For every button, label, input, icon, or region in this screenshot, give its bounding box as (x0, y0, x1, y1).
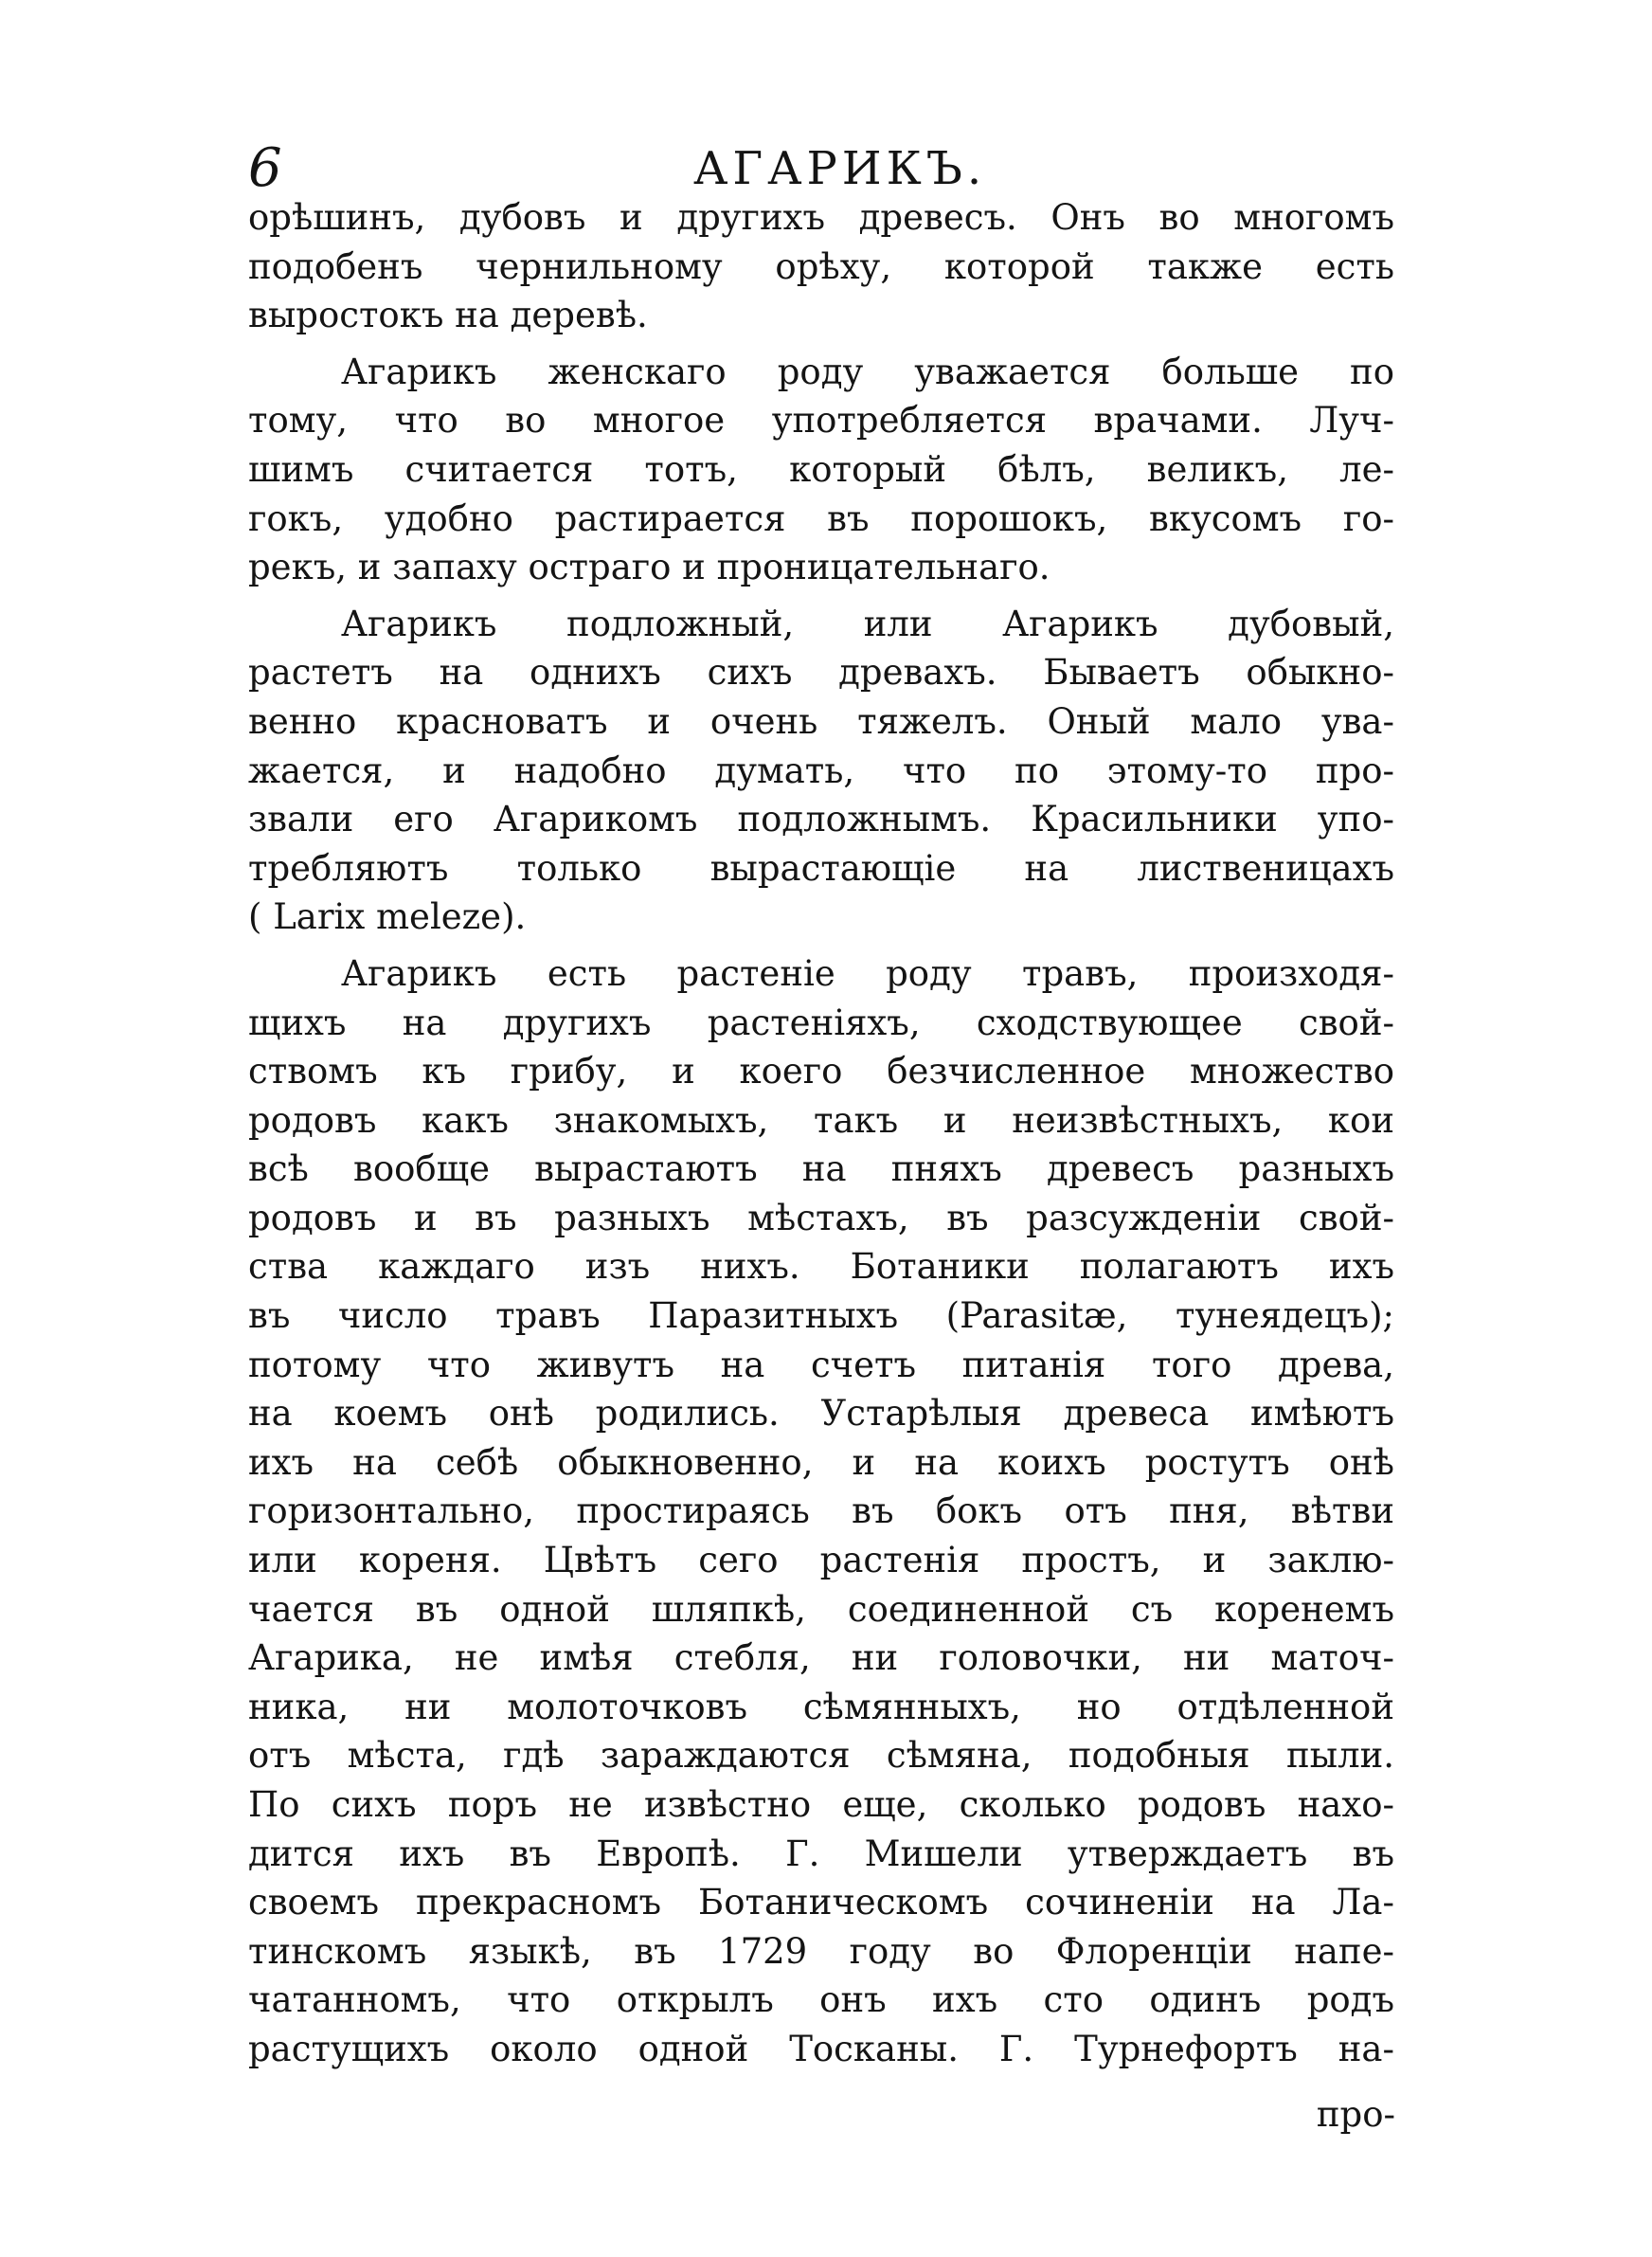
text-line: Агарикъ есть растеніе роду травъ, произходя- (341, 952, 1394, 994)
text-line: щихъ на другихъ растеніяхъ, сходствующее свой- (248, 1002, 1394, 1043)
page-number: 6 (248, 137, 282, 199)
text-line: шимъ считается тотъ, который бѣлъ, великъ, ле- (248, 448, 1394, 490)
text-line: ( Larix meleze). (248, 896, 527, 938)
text-line: выростокъ на деревѣ. (248, 295, 648, 336)
text-line: подобенъ чернильному орѣху, которой также есть (248, 245, 1394, 287)
text-line: родовъ какъ знакомыхъ, такъ и неизвѣстныхъ, кои (248, 1099, 1394, 1141)
text-line: требляютъ только вырастающіе на лиственицахъ (248, 847, 1394, 889)
text-line: всѣ вообще вырастаютъ на пняхъ древесъ разныхъ (248, 1148, 1394, 1190)
running-head: АГАРИКЪ. (693, 142, 987, 195)
catchword: про- (1316, 2094, 1395, 2135)
text-line: въ число травъ Паразитныхъ (Parasitæ, тунеядецъ); (248, 1295, 1394, 1337)
text-line: родовъ и въ разныхъ мѣстахъ, въ разсужденіи свой- (248, 1197, 1394, 1238)
text-line: тинскомъ языкѣ, въ 1729 году во Флоренціи напе- (248, 1930, 1394, 1972)
text-line: дится ихъ въ Европѣ. Г. Мишели утверждаетъ въ (248, 1833, 1394, 1874)
body-text (248, 193, 1394, 2074)
text-line: чается въ одной шляпкѣ, соединенной съ коренемъ (248, 1588, 1394, 1630)
text-line: орѣшинъ, дубовъ и другихъ древесъ. Онъ во многомъ (248, 197, 1394, 238)
text-line: звали его Агарикомъ подложнымъ. Красильники упо- (248, 799, 1394, 840)
text-line: горизонтально, простираясь въ бокъ отъ пня, вѣтви (248, 1490, 1394, 1532)
text-line: своемъ прекрасномъ Ботаническомъ сочиненіи на Ла- (248, 1882, 1394, 1923)
paragraph (248, 348, 1394, 592)
text-line: растетъ на однихъ сихъ древахъ. Бываетъ обыкно- (248, 652, 1394, 694)
paragraph (248, 193, 1394, 340)
text-line: рекъ, и запаху остраго и проницательнаго. (248, 547, 1050, 588)
text-line: венно красноватъ и очень тяжелъ. Оный мало ува- (248, 700, 1394, 742)
text-line: растущихъ около одной Тосканы. Г. Турнефортъ на- (248, 2028, 1394, 2069)
text-line: гокъ, удобно растирается въ порошокъ, вкусомъ го- (248, 497, 1394, 539)
text-line: чатанномъ, что открылъ онъ ихъ сто одинъ родъ (248, 1979, 1394, 2021)
text-line: отъ мѣста, гдѣ зараждаются сѣмяна, подобныя пыли. (248, 1735, 1394, 1777)
paragraph (248, 600, 1394, 942)
paragraph (248, 949, 1394, 2074)
text-line: ихъ на себѣ обыкновенно, и на коихъ ростутъ онѣ (248, 1441, 1394, 1483)
text-line: Агарикъ подложный, или Агарикъ дубовый, (341, 603, 1394, 644)
text-line: По сихъ поръ не извѣстно еще, сколько родовъ нахо- (248, 1784, 1394, 1825)
text-line: или кореня. Цвѣтъ сего растенія простъ, и заклю- (248, 1540, 1394, 1581)
text-line: потому что живутъ на счетъ питанія того древа, (248, 1344, 1394, 1385)
text-line: ства каждаго изъ нихъ. Ботаники полагаютъ ихъ (248, 1246, 1394, 1288)
text-line: на коемъ онѣ родились. Устарѣлыя древеса имѣютъ (248, 1393, 1394, 1435)
text-line: жается, и надобно думать, что по этому-то про- (248, 749, 1394, 791)
text-line: ника, ни молоточковъ сѣмянныхъ, но отдѣленной (248, 1686, 1394, 1727)
text-line: Агарикъ женскаго роду уважается больше по (341, 351, 1394, 392)
text-line: Агарика, не имѣя стебля, ни головочки, ни маточ- (248, 1637, 1394, 1679)
text-line: тому, что во многое употребляется врачами. Луч- (248, 400, 1394, 442)
text-line: ствомъ къ грибу, и коего безчисленное множество (248, 1051, 1394, 1092)
